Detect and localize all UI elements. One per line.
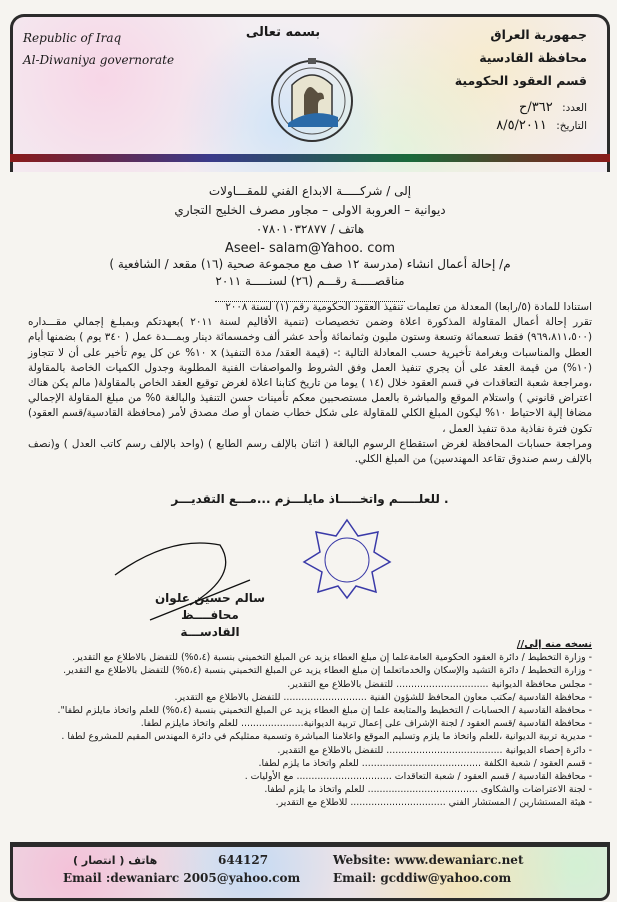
copies-title: نسخه منه إلى// bbox=[516, 639, 592, 650]
copy-recipient: - محافظة القادسية /قسم العقود / لجنة الإشراف على إعمال تربية الديوانية..................... للعلم واتخاذ مايلزم لطفا. bbox=[28, 717, 592, 730]
signatory-title: محافــــظ القادســـة bbox=[180, 608, 240, 639]
copy-recipient: - قسم العقود / شعبة الكلفة ........................................ للعلم واتخاذ ما يلزم لطفا. bbox=[28, 757, 592, 770]
letterhead-english bbox=[23, 27, 174, 71]
copy-recipient: - لجنة الاعتراضات والشكاوى ..................................... للعلم واتخاذ ما يلزم لطفا. bbox=[28, 783, 592, 796]
tender-number: مناقصـــــة رقـــم (٢٦) لسنـــــة ٢٠١١ bbox=[215, 274, 405, 288]
letterhead-divider bbox=[10, 154, 610, 162]
phone-label: هاتف / bbox=[330, 222, 365, 236]
date-value: ٨/٥/٢٠١١ bbox=[496, 118, 547, 133]
copy-recipient: - مديرية تربية الديوانية ،للعلم واتخاذ ما يلزم وتسليم الموقع واعلامنا المباشرة وتسمية ممثليكم في دائرة المهندس المقيم للمشروع لطفا . bbox=[28, 730, 592, 743]
copy-recipient: - محافظة القادسية / الحسابات / التخطيط والمتابعة علما إن مبلغ العطاء يزيد عن المبلغ التخميني بنسبة (٥،٤%) للعلم واتخاذ مايلزم لطفا". bbox=[28, 704, 592, 717]
letter-footer bbox=[10, 846, 610, 901]
recipient-block bbox=[60, 182, 560, 258]
copy-recipient: - دائرة إحصاء الديوانية ....................................... للتفضل بالاطلاع مع التقدير. bbox=[28, 744, 592, 757]
reference-date bbox=[496, 117, 587, 135]
country-ar: جمهورية العراق bbox=[490, 27, 587, 42]
governorate-en: Al-Diwaniya governorate bbox=[23, 53, 175, 67]
footer-divider bbox=[10, 842, 610, 847]
basmala: بسمه تعالى bbox=[245, 25, 321, 40]
governorate-ar: محافظة القادسية bbox=[479, 50, 587, 65]
copy-recipient: - هيئة المستشارين / المستشار الفني ................................ للاطلاع مع التقدير. bbox=[28, 796, 592, 809]
body-paragraph: تقرر إحالة أعمال المقاولة المذكورة اعلاة وضمن تخصيصات (تنمية الأقاليم لسنة ٢٠١١ )بعهدتكم وبمبلـغ إجمالي مقـــداره (٩٦٩،٨١١،٥٠٠) فقط تسعمائة وتسعة وستون مليون وثمانمائة وأحد عشر ألف وخمسمائة دينار وبمـــدة عمل ( ٣٤٠ يوم ) بضمنها أيام العطل والمناسبات وبغرامة تأخيرية حسب المعادلة التالية :- (قيمة العقد/ مدة التنفيذ) x ١٠% عن كل يوم تأخير على أن لا تتجاوز (١٠%) من قيمة العقد على أن يجري تنفيذ العمل وفق الشروط والمواصفات الفنية المطلوبة وجدول الكميات الخاصة بالمقاولة ،ومراجعة شعبة التعاقدات في قسم العقود خلال (١٤ ) يوما من تاريخ كتابنا اعلاة لغرض توقيع العقد الخاص بالمقاولة( مالم يكن هناك اعتراض قانوني ) واستلام الموقع والمباشرة بالعمل مستصحبين معكم تأمينات حسن التنفيذ والبالغة ٥% من مبلغ المقاولة الإجمالي مضافا إلية الاحتياط ١٠% ليكون المبلغ الكلي للمقاولة على شكل خطاب ضمان أو صك مصدق لأمر (محافظة القادسية/قسم العقود) تكون فترة نفاذية مدة تنفيذ العمل ، bbox=[28, 316, 593, 435]
date-label: التاريخ: bbox=[556, 120, 587, 132]
footer-email-1: Email :dewaniarc 2005@yahoo.com bbox=[63, 871, 301, 885]
phone-value: ٠٧٨٠١٠٣٢٨٧٧ bbox=[255, 222, 327, 236]
recipient-name: إلى / شركـــــة الابداع الفني للمقـــاولات bbox=[208, 184, 412, 198]
copy-recipient: - مجلس محافظة الديوانية ............................... للتفضل بالاطلاع مع التقدير. bbox=[28, 678, 592, 691]
letterhead-arabic bbox=[455, 23, 587, 92]
signatory-name: سالم حسين علوان bbox=[154, 591, 266, 605]
reference-block bbox=[496, 99, 587, 135]
footer-phone-label: هاتف ( انتصار ) bbox=[73, 854, 158, 867]
recipient-address: ديوانية – العروبة الاولى – مجاور مصرف الخليج التجاري bbox=[174, 203, 446, 217]
body-paragraph: استنادا للمادة (٥/رابعا) المعدلة من تعليمات تنفيذ العقود الحكومية رقم (١) لسنة ٢٠٠٨ bbox=[225, 301, 592, 313]
number-label: العدد: bbox=[562, 102, 587, 114]
copy-recipient: - محافظة القادسية /مكتب معاون المحافظ للشؤون الفنية ............................ للتفضل بالاطلاع مع التقدير. bbox=[28, 691, 592, 704]
closing-line: . للعلـــــم واتخـــــاذ مايلـــزم ...مـــع التقديـــر bbox=[171, 492, 449, 506]
country-en: Republic of Iraq bbox=[23, 31, 122, 45]
copies-list bbox=[28, 638, 592, 810]
recipient-email: Aseel- salam@Yahoo. com bbox=[224, 241, 396, 256]
official-stamp-icon bbox=[302, 518, 392, 600]
footer-phone: 644127 bbox=[218, 853, 269, 867]
department-ar: قسم العقود الحكومية bbox=[454, 73, 587, 88]
copy-recipient: - وزارة التخطيط / دائرة العقود الحكومية العامةعلما إن مبلغ العطاء يزيد عن المبلغ التخميني بنسبة (٥،٤%) للتفضل بالاطلاع مع التقدير. bbox=[28, 651, 592, 664]
subject-line: م/ إحالة أعمال انشاء (مدرسة ١٢ صف مع مجموعة صحية (١٦) مقعد / الشافعية ) bbox=[109, 257, 511, 271]
footer-website: Website: www.dewaniarc.net bbox=[333, 853, 524, 867]
reference-number bbox=[496, 99, 587, 117]
copy-recipient: - وزارة التخطيط / دائرة التشيد والإسكان والخدماتعلما إن مبلغ العطاء يزيد عن المبلغ التخميني بنسبة (٥،٤%) للتفضل بالاطلاع مع التقدير. bbox=[28, 664, 592, 677]
copy-recipient: - محافظة القادسية / قسم العقود / شعبة التعاقدات ................................ مع الأوليات . bbox=[28, 770, 592, 783]
body-paragraph: ومراجعة حسابات المحافظة لغرض استقطاع الرسوم البالغة ( اثنان بالإلف رسم الطابع ) (واحد بالإلف رسم كاتب العدل ) و(نصف بالإلف رسم صندوق تقاعد المهندسين) من المبلغ الكلي. bbox=[28, 437, 592, 466]
footer-email-2: Email: gcddiw@yahoo.com bbox=[333, 871, 512, 885]
letterhead bbox=[10, 14, 610, 172]
governorate-emblem-icon bbox=[268, 55, 356, 143]
number-value: ٣٦٢/ح bbox=[519, 100, 553, 115]
recipient-phone bbox=[60, 220, 560, 239]
letter-body bbox=[28, 300, 592, 467]
signature-block bbox=[150, 590, 270, 641]
